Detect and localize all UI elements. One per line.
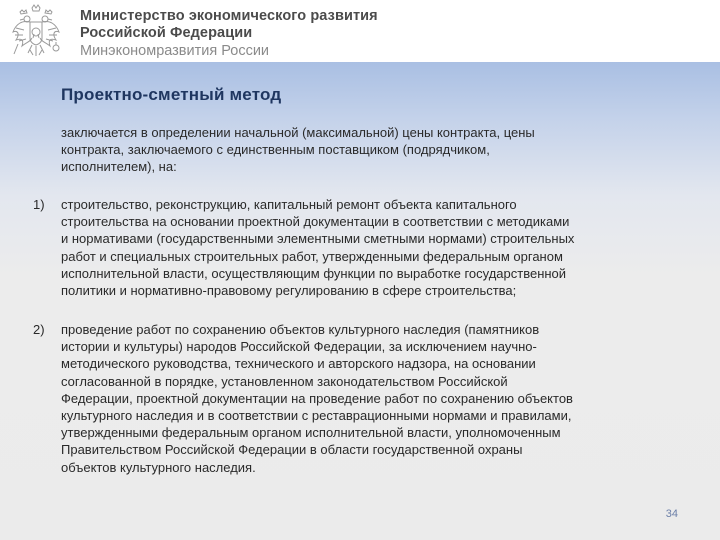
list-item-line: работ и специальных строительных работ, утвержденными федеральным органом	[61, 248, 563, 264]
slide-title: Проектно-сметный метод	[61, 85, 282, 104]
list-item-line: утвержденными федеральным органом исполнительной власти, уполномоченным	[61, 425, 561, 441]
intro-paragraph	[61, 124, 661, 176]
list-item-line: исполнительной власти, осуществляющим функции по выработке государственной	[61, 265, 567, 281]
list-item-line: истории и культуры) народов Российской Федерации, за исключением научно-	[61, 339, 537, 355]
ministry-name-line2: Российской Федерации	[80, 25, 253, 41]
list-item-line: Правительством Российской Федерации в области государственной охраны	[61, 442, 523, 458]
ministry-short-name: Минэкономразвития России	[80, 43, 270, 59]
intro-line: исполнителем), на:	[61, 159, 177, 175]
list-item-line: строительства на основании проектной документации в соответствии с методиками	[61, 214, 570, 230]
list-item-text	[61, 321, 681, 476]
ministry-name-line1: Министерство экономического развития	[80, 8, 378, 24]
coat-of-arms-icon	[10, 4, 62, 58]
list-item-number: 1)	[33, 197, 45, 212]
list-item-line: объектов культурного наследия.	[61, 459, 256, 475]
list-item-line: согласованной в порядке, установленном законодательством Российской	[61, 373, 508, 389]
list-item-line: культурного наследия и в соответствии с реставрационными нормами и правилами,	[61, 408, 572, 424]
list-item-number: 2)	[33, 322, 45, 337]
list-item-line: проведение работ по сохранению объектов культурного наследия (памятников	[61, 322, 540, 337]
intro-line: заключается в определении начальной (максимальной) цены контракта, цены	[61, 125, 535, 140]
intro-line: контракта, заключаемого с единственным поставщиком (подрядчиком,	[61, 142, 490, 158]
list-item-line: методического руководства, технического и авторского надзора, на основании	[61, 356, 536, 372]
list-item-line: Федерации, проектной документации на проведение работ по сохранению объектов	[61, 390, 573, 406]
list-item-line: и нормативами (государственными элементными сметными нормами) строительных	[61, 231, 575, 247]
page-number: 34	[665, 508, 678, 520]
list-item-text	[61, 196, 681, 299]
list-item-line: строительство, реконструкцию, капитальный ремонт объекта капитального	[61, 197, 517, 212]
ministry-name	[80, 8, 378, 60]
header	[0, 0, 720, 62]
list-item-line: политики и нормативно-правовому регулированию в сфере строительства;	[61, 283, 517, 299]
